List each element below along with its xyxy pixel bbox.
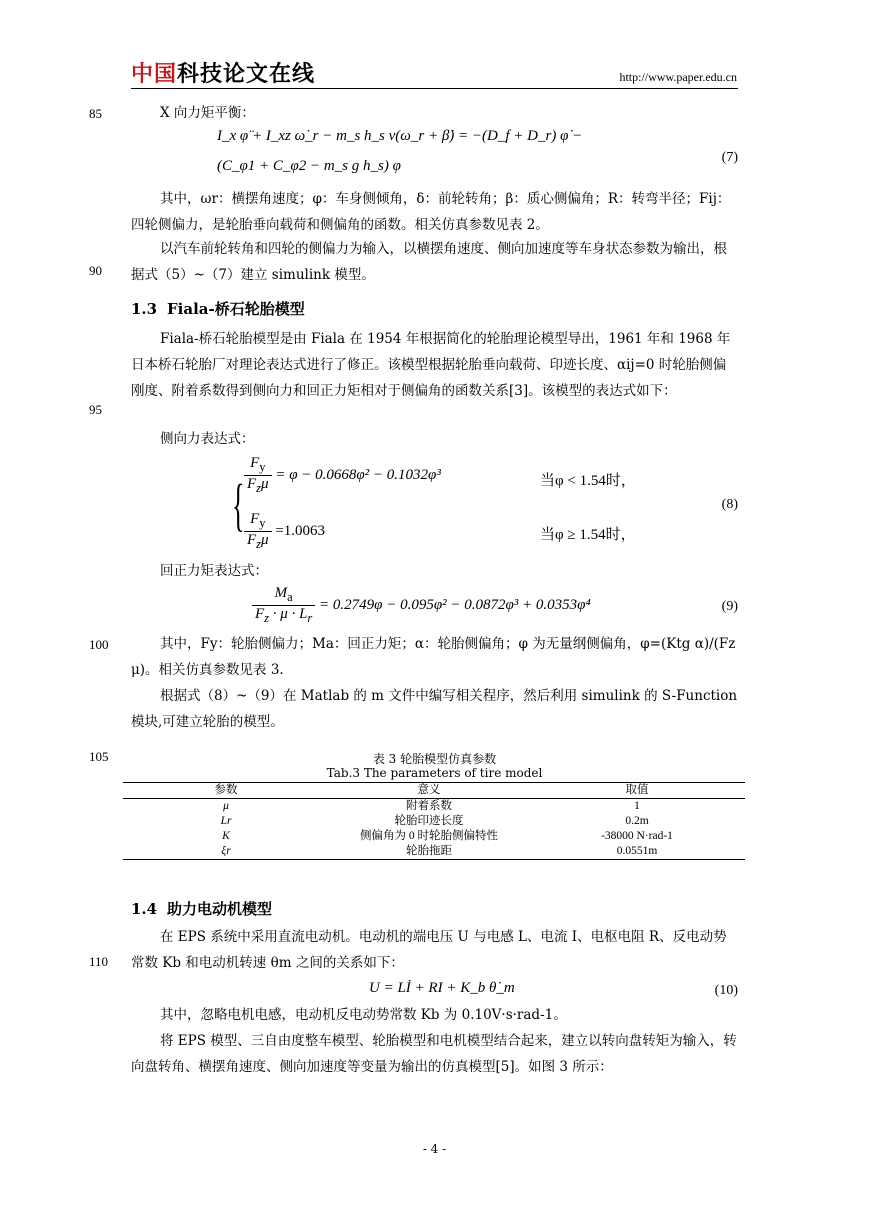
header-divider (131, 88, 738, 89)
paragraph-symbols: 其中，ωr：横摆角速度；φ：车身侧倾角，δ：前轮转角；β：质心侧偏角；R：转弯半径；Fij：四轮侧偏力，是轮胎垂向载荷和侧偏角的函数。相关仿真参数见表 2。 (131, 191, 731, 233)
table-header: 参数 (123, 783, 329, 799)
equation-8-case2: $\frac{F_y}{F_z\mu}$ =1.0063 (244, 511, 325, 552)
equation-8-condition2: 当φ ≥ 1.54时， (540, 527, 636, 543)
equation-7-number: (7) (721, 150, 738, 165)
equation-9: $\frac{M_a}{F_z \cdot \mu \cdot L_r}$ = 0.2749φ − 0.095φ² − 0.0872φ³ + 0.0353φ⁴ (252, 585, 591, 626)
paragraph-fiala-intro: Fiala-桥石轮胎模型是由 Fiala 在 1954 年根据简化的轮胎理论模型导出，1961 年和 1968 年日本桥石轮胎厂对理论表达式进行了修正。该模型根据轮胎垂向载荷、印迹长度、αij=0 时轮胎侧偏刚度、附着系数得到侧向力和回正力矩相对于侧偏角的函数关系[3]。该模型的表达式如下： (131, 331, 731, 399)
line-number: 90 (89, 263, 102, 278)
page-number: - 4 - (422, 1142, 447, 1156)
header-url[interactable]: http://www.paper.edu.cn (619, 70, 737, 84)
equation-9-number: (9) (721, 599, 738, 614)
section-heading-1-3: 1.3 Fiala-桥石轮胎模型 (131, 300, 305, 318)
table-row: μ 附着系数 1 (223, 800, 640, 812)
table-header: 意义 (329, 783, 529, 799)
table-caption-en: Tab.3 The parameters of tire model (326, 766, 543, 780)
paragraph-lateral-force-label: 侧向力表达式： (160, 431, 255, 447)
table-row: K 侧偏角为 0 时轮胎侧偏特性 -38000 N·rad-1 (222, 830, 673, 842)
table-header: 取值 (529, 783, 745, 799)
section-heading-1-4: 1.4 助力电动机模型 (131, 900, 273, 918)
equation-7-line1: I_x φ̈ + I_xz ω̇_r − m_s h_s v(ω_r + β̇) = −(D_f + D_r) φ̇ − (217, 128, 583, 144)
equation-7-line2: (C_φ1 + C_φ2 − m_s g h_s) φ (217, 158, 401, 174)
table-row: ξr 轮胎拖距 0.0551m (123, 844, 745, 860)
paragraph-motor: 在 EPS 系统中采用直流电动机。电动机的端电压 U 与电感 L、电流 I、电枢电阻 R、反电动势常数 Kb 和电动机转速 θm 之间的关系如下： (131, 929, 727, 971)
line-number: 100 (89, 637, 109, 652)
equation-8-condition1: 当φ < 1.54时， (540, 473, 636, 489)
equation-8-brace: { (232, 472, 245, 537)
tire-params-table (123, 782, 745, 860)
equation-8-number: (8) (721, 497, 738, 512)
paragraph-back-emf: 其中，忽略电机电感，电动机反电动势常数 Kb 为 0.10V·s·rad-1。 (160, 1007, 567, 1023)
equation-8-case1: $\frac{F_y}{F_z\mu}$ = φ − 0.0668φ² − 0.1032φ³ (244, 455, 441, 496)
equation-10-number: (10) (714, 983, 738, 998)
paragraph-matlab: 根据式（8）~（9）在 Matlab 的 m 文件中编写相关程序，然后利用 simulink 的 S-Function 模块,可建立轮胎的模型。 (131, 688, 738, 730)
table-caption-cn: 表 3 轮胎模型仿真参数 (372, 752, 497, 766)
paragraph-simulink: 以汽车前轮转角和四轮的侧偏力为输入，以横摆角速度、侧向加速度等车身状态参数为输出，根据式（5）~（7）建立 simulink 模型。 (131, 241, 727, 283)
site-logo: 中国科技论文在线 (131, 62, 316, 87)
equation-10: U = Lİ + RI + K_b θ̇_m (369, 980, 515, 996)
line-number: 95 (89, 402, 102, 417)
line-number: 110 (89, 954, 109, 969)
paragraph-moment-label: X 向力矩平衡： (160, 105, 255, 121)
table-row: Lr 轮胎印迹长度 0.2m (220, 815, 649, 827)
line-number: 85 (89, 106, 102, 121)
paragraph-moment-expr-label: 回正力矩表达式： (160, 563, 268, 579)
paragraph-combined-model: 将 EPS 模型、三自由度整车模型、轮胎模型和电机模型结合起来，建立以转向盘转矩为输入，转向盘转角、横摆角速度、侧向加速度等变量为输出的仿真模型[5]。如图 3 所示： (131, 1033, 737, 1075)
paragraph-tire-symbols: 其中，Fy：轮胎侧偏力；Ma：回正力矩；α：轮胎侧偏角；φ 为无量纲侧偏角，φ=(Ktg α)/(Fz μ)。相关仿真参数见表 3. (131, 636, 736, 678)
line-number: 105 (89, 749, 109, 764)
